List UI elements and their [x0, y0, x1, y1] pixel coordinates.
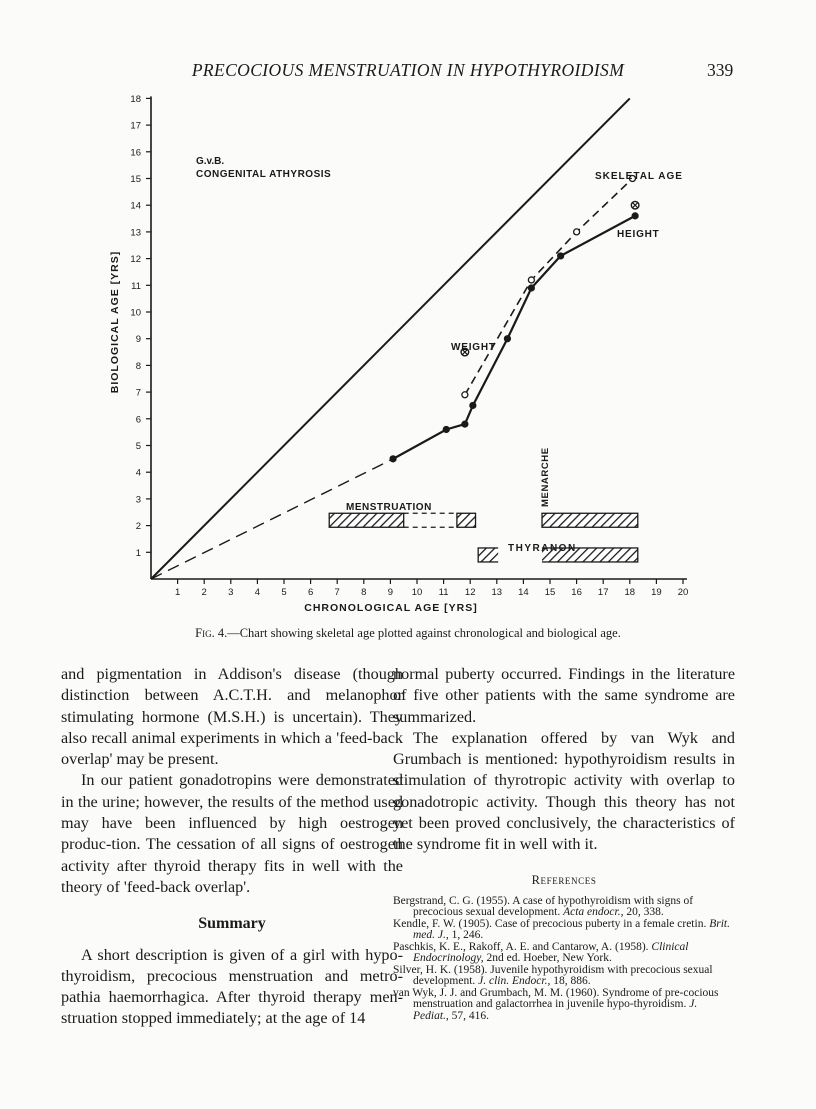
height-label: HEIGHT [617, 229, 660, 240]
left-paragraph-1: and pigmentation in Addison's disease (though distinction between A.C.T.H. and melanophor stimulating hormone (M.S.H.) is uncertain). They also recall animal experiments in which a 'feed-back overlap' may be present. [61, 665, 403, 769]
height-line [393, 216, 635, 459]
left-column [61, 664, 403, 1030]
x-tick-label: 19 [651, 587, 662, 598]
y-tick-label: 9 [135, 334, 141, 346]
x-tick-label: 12 [464, 587, 476, 598]
x-tick-label: 4 [254, 587, 261, 598]
patient-initials: G.v.B. [196, 156, 225, 167]
y-tick-label: 15 [130, 174, 141, 185]
x-tick-label: 5 [281, 587, 287, 598]
figure-caption-text: —Chart showing skeletal age plotted against chronological and biological age. [227, 626, 621, 640]
y-tick-label: 2 [135, 521, 141, 533]
references-list [393, 896, 735, 1023]
x-tick-label: 1 [174, 587, 181, 598]
x-tick-label: 11 [438, 587, 449, 598]
height-point [443, 426, 450, 433]
x-tick-label: 16 [571, 587, 582, 598]
left-paragraph-2: In our patient gonadotropins were demonstrated in the urine; however, the results of the method used may have been influenced by high oestrogen produc-tion. The cessation of all signs of oestrogen activity after thyroid therapy fits in well with the theory of 'feed-back overlap'. [61, 771, 403, 896]
skeletal-age-point [528, 277, 534, 283]
y-tick-label: 7 [135, 387, 141, 399]
x-tick-label: 17 [597, 587, 609, 598]
y-tick-label: 11 [131, 280, 141, 292]
skeletal-age-label: SKELETAL AGE [595, 171, 683, 182]
y-tick-label: 3 [135, 494, 141, 506]
menarche-bar [542, 513, 638, 527]
x-axis-label: CHRONOLOGICAL AGE [YRS] [304, 602, 478, 614]
y-tick-label: 12 [130, 254, 141, 266]
y-tick-label: 4 [135, 467, 141, 479]
y-tick-label: 1 [135, 547, 141, 559]
reference-item: Silver, H. K. (1958). Juvenile hypothyroidism with precocious sexual development. J. clin. Endocr., 18, 886. [393, 963, 713, 988]
figure-label: Fig. 4. [195, 626, 228, 640]
right-column [393, 664, 735, 1022]
page-number: 339 [707, 60, 734, 80]
running-title: PRECOCIOUS MENSTRUATION IN HYPOTHYROIDISM [191, 60, 625, 80]
height-point [528, 284, 535, 291]
y-tick-label: 17 [130, 120, 141, 132]
summary-paragraph: A short description is given of a girl with hypo-thyroidism, precocious menstruation and metro- pathia haemorrhagica. After thyroid therapy men-struation stopped immediately; at the age of 14 [61, 945, 403, 1028]
height-point [632, 212, 639, 219]
figure-caption [0, 626, 816, 641]
thyranon-label: THYRANON [508, 543, 577, 554]
reference-item: van Wyk, J. J. and Grumbach, M. M. (1960). Syndrome of pre-cocious menstruation and galactorrhea in juvenile hypo-thyroidism. J. Pediat., 57, 416. [393, 986, 719, 1022]
right-paragraph-2: The explanation offered by van Wyk and Grumbach is mentioned: hypothyroidism results in stimulation of thyrotropic activity with overlap to gonadotropic activity. Though this theory has not yet been proved conclusively, the characteristics of the syndrome fit in well with it. [393, 728, 735, 854]
x-tick-label: 8 [361, 587, 367, 598]
height-point [469, 402, 476, 409]
y-axis-label: BIOLOGICAL AGE [YRS] [109, 250, 121, 394]
references-heading: References [531, 872, 597, 887]
skeletal-age-point [462, 392, 468, 398]
skeletal-age-point [574, 229, 580, 235]
x-tick-label: 6 [307, 587, 314, 598]
y-axis-ticks [130, 94, 151, 559]
x-tick-label: 3 [228, 587, 234, 598]
reference-item: Bergstrand, C. G. (1955). A case of hypothyroidism with signs of precocious sexual development. Acta endocr., 20, 338. [393, 894, 694, 919]
reference-item: Paschkis, K. E., Rakoff, A. E. and Cantarow, A. (1958). Clinical Endocrinology, 2nd ed. Hoeber, New York. [393, 940, 689, 965]
x-tick-label: 2 [201, 587, 207, 598]
x-tick-label: 10 [411, 587, 423, 598]
period-bars [329, 513, 638, 563]
diagnosis-label: CONGENITAL ATHYROSIS [196, 169, 332, 180]
summary-heading: Summary [198, 915, 266, 933]
x-tick-label: 18 [624, 587, 636, 598]
x-tick-label: 14 [518, 587, 529, 598]
y-tick-label: 6 [135, 414, 141, 426]
menstruation-bar [457, 513, 476, 527]
height-point [557, 252, 564, 259]
y-tick-label: 10 [130, 307, 141, 319]
y-tick-label: 8 [135, 360, 141, 372]
x-tick-label: 7 [334, 587, 340, 598]
skeletal-age-line [465, 179, 633, 395]
height-point [389, 455, 396, 462]
right-paragraph-1: normal puberty occurred. Findings in the literature of five other patients with the same syndrome are summarized. [393, 665, 735, 726]
skeletal-age-chart [100, 85, 700, 620]
weight-label: WEIGHT [451, 342, 496, 353]
menarche-label: MENARCHE [540, 447, 551, 507]
menstruation-label: MENSTRUATION [346, 502, 432, 513]
x-axis-ticks [175, 579, 688, 598]
x-tick-label: 9 [387, 587, 394, 598]
x-tick-label: 15 [544, 587, 556, 598]
reference-item: Kendle, F. W. (1905). Case of precocious puberty in a female cretin. Brit. med. J., 1, 246. [393, 917, 730, 942]
y-tick-label: 16 [130, 147, 141, 159]
height-point [461, 421, 468, 428]
height-point [504, 335, 511, 342]
y-tick-label: 14 [130, 200, 141, 212]
y-tick-label: 5 [135, 441, 141, 452]
menstruation-bar [329, 513, 403, 527]
y-tick-label: 13 [130, 227, 141, 239]
x-tick-label: 20 [677, 587, 689, 598]
x-tick-label: 13 [491, 587, 503, 598]
y-tick-label: 18 [130, 93, 141, 105]
chart-points [389, 176, 638, 463]
